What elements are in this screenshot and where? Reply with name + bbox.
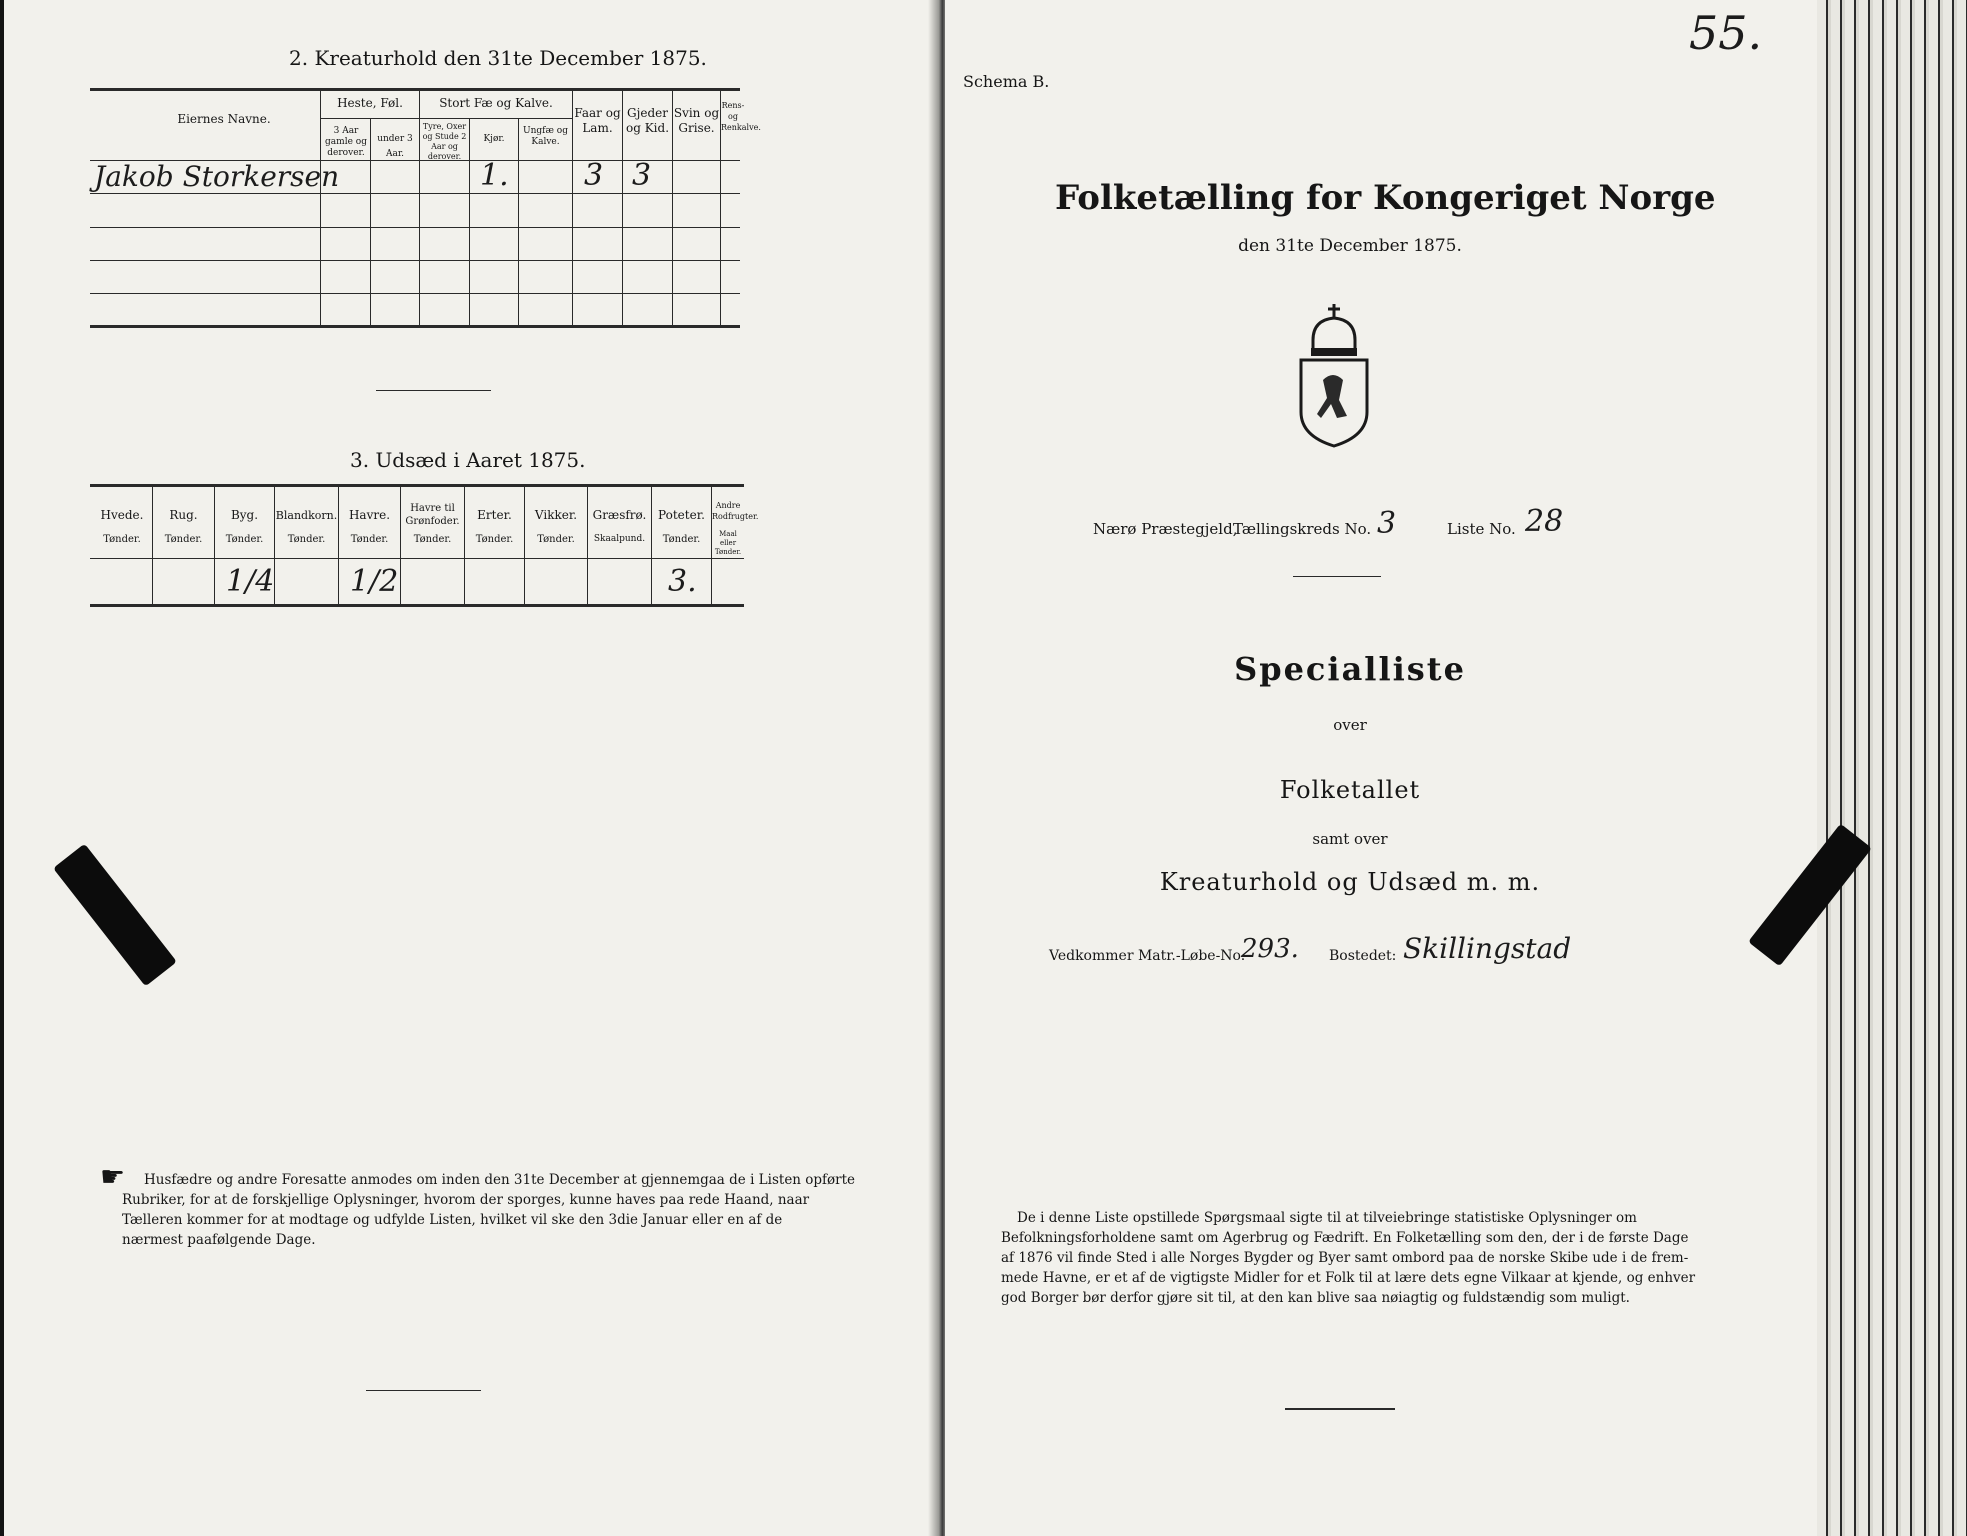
header-horses-old: 3 Aar gamle og derover. — [325, 126, 367, 158]
seed-unit: Tønder. — [164, 534, 203, 545]
separator — [1293, 576, 1381, 577]
seed-unit: Tønder. — [662, 534, 701, 545]
seed-unit: Tønder. — [103, 534, 141, 545]
bosted-label: Bostedet: — [1329, 948, 1397, 964]
table-rule — [90, 484, 744, 487]
header-reindeer: Rens- og Renkalve. — [721, 101, 761, 132]
seed-header-groenfoder: Havre til Grønfoder. — [405, 503, 460, 527]
table-rule — [90, 260, 740, 261]
footer-line: Befolkningsforholdene samt om Agerbrug og Fædrift. En Folketælling som den, der i de første Dage — [1001, 1230, 1689, 1246]
table-rule — [90, 227, 740, 228]
right-page — [945, 0, 1967, 1536]
over-text: over — [1333, 716, 1367, 734]
samt-over-text: samt over — [1312, 830, 1388, 848]
header-horses: Heste, Føl. — [337, 96, 403, 110]
notice-line: nærmest paafølgende Dage. — [122, 1232, 316, 1248]
seed-header-havre: Havre. — [348, 508, 391, 522]
sheep-count: 3 — [584, 158, 604, 193]
havre-amount: 1/2 — [350, 564, 399, 599]
notice-line: Tælleren kommer for at modtage og udfylde Listen, hvilket vil ske den 3die Januar eller en af de — [122, 1212, 783, 1228]
notice-line: Husfædre og andre Foresatte anmodes om inden den 31te December at gjennemgaa de i Listen opførte — [144, 1172, 856, 1188]
specialliste-heading: Specialliste — [1234, 650, 1466, 688]
document-title: Folketælling for Kongeriget Norge — [1055, 178, 1716, 218]
table-rule — [90, 558, 744, 559]
footer-line: De i denne Liste opstillede Spørgsmaal sigte til at tilveiebringe statistiske Oplysninger om — [1017, 1210, 1637, 1226]
left-page — [4, 0, 934, 1536]
seed-header-erter: Erter. — [477, 508, 512, 522]
page-edges — [1817, 0, 1967, 1536]
header-sheep: Faar og Lam. — [574, 106, 621, 135]
table-rule — [90, 325, 740, 328]
seed-header-vikker: Vikker. — [534, 508, 578, 522]
table-divider — [469, 118, 470, 326]
seed-header-graesfro: Græsfrø. — [592, 508, 647, 522]
seed-unit: Tønder. — [475, 534, 514, 545]
district-label: Tællingskreds No. — [1233, 520, 1372, 538]
seed-unit: Tønder. — [413, 534, 452, 545]
coat-of-arms-icon — [1293, 300, 1375, 448]
seed-unit: Tønder. — [225, 534, 264, 545]
footer-line: god Borger bør derfor gjøre sit til, at den kan blive saa nøiagtig og fuldstændig som muligt. — [1001, 1290, 1630, 1306]
matr-number: 293. — [1241, 934, 1299, 964]
seed-header-byg: Byg. — [230, 508, 259, 522]
seed-header-hvede: Hvede. — [100, 508, 144, 522]
schema-label: Schema B. — [963, 72, 1050, 91]
table-rule — [90, 193, 740, 194]
seed-header-poteter: Poteter. — [658, 508, 705, 522]
separator — [366, 1390, 481, 1391]
header-goats: Gjeder og Kid. — [625, 106, 670, 135]
footer-line: mede Havne, er et af de vigtigste Midler for et Folk til at lære dets egne Vilkaar at kjende, og enhver — [1001, 1270, 1696, 1286]
cows-count: 1. — [480, 158, 509, 193]
seed-header-blandkorn: Blandkorn. — [275, 509, 338, 522]
seed-unit: Tønder. — [350, 534, 389, 545]
seed-unit: Tønder. — [537, 534, 575, 545]
seed-header-rodfrugter: Andre Rodfrugter. — [712, 501, 759, 521]
section2-title: 2. Kreaturhold den 31te December 1875. — [289, 46, 707, 70]
header-pigs: Svin og Grise. — [673, 106, 720, 135]
separator — [376, 390, 491, 391]
byg-amount: 1/4 — [226, 564, 275, 599]
table-rule — [90, 293, 740, 294]
parish-label: Nærø Præstegjeld, — [1093, 520, 1238, 538]
notice-line: Rubriker, for at de forskjellige Oplysninger, hvorom der sporges, kunne haves paa rede Haand, naar — [122, 1192, 810, 1208]
separator — [1285, 1408, 1395, 1410]
list-number: 28 — [1525, 504, 1564, 539]
list-label: Liste No. — [1447, 520, 1516, 538]
poteter-amount: 3. — [668, 564, 697, 599]
footer-line: af 1876 vil finde Sted i alle Norges Bygder og Byer samt ombord paa de norske Skibe ude i de frem- — [1001, 1250, 1689, 1266]
pointing-hand-icon: ☛ — [100, 1160, 126, 1193]
table-rule — [320, 118, 572, 119]
district-number: 3 — [1377, 506, 1397, 541]
table-rule — [90, 88, 740, 91]
seed-unit: Skaalpund. — [593, 534, 646, 544]
header-cattle: Stort Fæ og Kalve. — [439, 96, 553, 110]
date-line: den 31te December 1875. — [1238, 236, 1462, 256]
seed-unit: Tønder. — [287, 534, 326, 545]
matr-label: Vedkommer Matr.-Løbe-No. — [1049, 948, 1246, 964]
goats-count: 3 — [632, 158, 652, 193]
header-young-cattle: Ungfæ og Kalve. — [523, 126, 568, 147]
seed-header-rug: Rug. — [169, 508, 198, 522]
page-number: 55. — [1689, 6, 1763, 60]
header-horses-young: under 3 Aar. — [377, 134, 413, 159]
table-divider — [320, 88, 321, 326]
owner-name: Jakob Storkersen — [94, 160, 340, 193]
kreaturhold-heading: Kreaturhold og Udsæd m. m. — [1159, 868, 1541, 896]
table-divider — [518, 118, 519, 326]
seed-unit: Maal eller Tønder. — [714, 530, 742, 556]
bosted-value: Skillingstad — [1403, 932, 1572, 965]
table-rule — [90, 604, 744, 607]
folketallet-heading: Folketallet — [1279, 776, 1421, 804]
header-bulls: Tyre, Oxer og Stude 2 Aar og derover. — [422, 122, 467, 161]
header-owner: Eiernes Navne. — [177, 112, 271, 126]
section3-title: 3. Udsæd i Aaret 1875. — [350, 448, 586, 472]
header-cows: Kjør. — [483, 134, 505, 144]
